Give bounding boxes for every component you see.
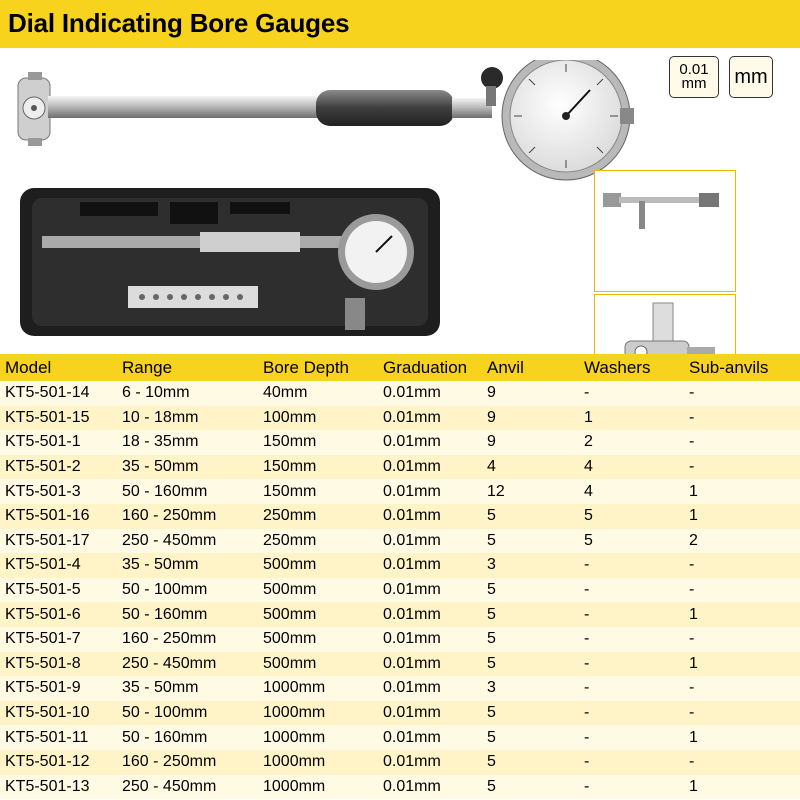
cell-model: KT5-501-8 [0,652,117,677]
cell-bore-depth: 500mm [258,652,378,677]
cell-range: 18 - 35mm [117,430,258,455]
unit-badge [729,56,773,98]
cell-range: 35 - 50mm [117,676,258,701]
col-header-anvil: Anvil [482,354,579,381]
cell-model: KT5-501-2 [0,455,117,480]
cell-graduation: 0.01mm [378,455,482,480]
cell-graduation: 0.01mm [378,578,482,603]
table-row [0,750,800,775]
unit-badge-label: mm [734,66,768,88]
cell-washers: - [579,676,684,701]
cell-anvil: 5 [482,652,579,677]
cell-model: KT5-501-11 [0,725,117,750]
cell-washers: - [579,652,684,677]
cell-model: KT5-501-4 [0,553,117,578]
cell-graduation: 0.01mm [378,529,482,554]
cell-washers: - [579,627,684,652]
cell-bore-depth: 500mm [258,627,378,652]
cell-model: KT5-501-15 [0,406,117,431]
cell-washers: 4 [579,479,684,504]
cell-graduation: 0.01mm [378,676,482,701]
storage-case-photo [20,188,440,338]
cell-model: KT5-501-6 [0,602,117,627]
table-row [0,701,800,726]
cell-washers: - [579,701,684,726]
graduation-badge [669,56,719,98]
cell-anvil: 5 [482,750,579,775]
cell-bore-depth: 250mm [258,504,378,529]
inset-gauge-detail [594,170,736,292]
cell-anvil: 9 [482,430,579,455]
cell-graduation: 0.01mm [378,725,482,750]
cell-model: KT5-501-9 [0,676,117,701]
cell-model: KT5-501-16 [0,504,117,529]
cell-washers: - [579,750,684,775]
cell-model: KT5-501-17 [0,529,117,554]
cell-bore-depth: 150mm [258,479,378,504]
cell-range: 250 - 450mm [117,775,258,800]
cell-model: KT5-501-1 [0,430,117,455]
cell-bore-depth: 150mm [258,455,378,480]
col-header-range: Range [117,354,258,381]
cell-bore-depth: 250mm [258,529,378,554]
cell-sub-anvils: - [684,701,800,726]
cell-graduation: 0.01mm [378,553,482,578]
cell-range: 160 - 250mm [117,627,258,652]
cell-washers: 1 [579,406,684,431]
cell-range: 35 - 50mm [117,553,258,578]
table-row [0,455,800,480]
cell-anvil: 5 [482,701,579,726]
col-header-graduation: Graduation [378,354,482,381]
cell-sub-anvils: 1 [684,602,800,627]
cell-washers: - [579,775,684,800]
cell-anvil: 5 [482,725,579,750]
cell-bore-depth: 1000mm [258,701,378,726]
cell-range: 50 - 100mm [117,578,258,603]
cell-range: 160 - 250mm [117,750,258,775]
cell-graduation: 0.01mm [378,750,482,775]
col-header-sub-anvils: Sub-anvils [684,354,800,381]
cell-anvil: 3 [482,676,579,701]
table-row [0,381,800,406]
cell-sub-anvils: 1 [684,504,800,529]
table-row [0,652,800,677]
cell-sub-anvils: 2 [684,529,800,554]
cell-sub-anvils: - [684,676,800,701]
cell-range: 6 - 10mm [117,381,258,406]
title-bar [0,0,800,48]
cell-anvil: 5 [482,578,579,603]
cell-graduation: 0.01mm [378,504,482,529]
gauge-detail-illustration [595,171,735,291]
cell-anvil: 4 [482,455,579,480]
table-row [0,504,800,529]
graduation-badge-value: 0.01 [679,61,709,78]
cell-model: KT5-501-12 [0,750,117,775]
table-row [0,602,800,627]
cell-model: KT5-501-14 [0,381,117,406]
cell-range: 50 - 160mm [117,602,258,627]
cell-washers: 5 [579,504,684,529]
cell-graduation: 0.01mm [378,602,482,627]
bore-gauge-photo [0,60,640,190]
table-row [0,529,800,554]
cell-bore-depth: 1000mm [258,750,378,775]
cell-washers: - [579,381,684,406]
cell-range: 50 - 160mm [117,725,258,750]
cell-range: 50 - 100mm [117,701,258,726]
cell-bore-depth: 1000mm [258,725,378,750]
cell-sub-anvils: - [684,430,800,455]
cell-graduation: 0.01mm [378,652,482,677]
cell-range: 10 - 18mm [117,406,258,431]
cell-bore-depth: 1000mm [258,676,378,701]
cell-sub-anvils: 1 [684,652,800,677]
cell-washers: 2 [579,430,684,455]
cell-model: KT5-501-10 [0,701,117,726]
cell-sub-anvils: - [684,750,800,775]
col-header-washers: Washers [579,354,684,381]
cell-sub-anvils: 1 [684,479,800,504]
cell-anvil: 5 [482,529,579,554]
table-row [0,553,800,578]
cell-sub-anvils: - [684,627,800,652]
cell-model: KT5-501-13 [0,775,117,800]
cell-sub-anvils: 1 [684,775,800,800]
cell-bore-depth: 100mm [258,406,378,431]
cell-washers: - [579,578,684,603]
cell-graduation: 0.01mm [378,430,482,455]
cell-anvil: 3 [482,553,579,578]
table-row [0,676,800,701]
cell-range: 250 - 450mm [117,652,258,677]
cell-anvil: 5 [482,775,579,800]
cell-range: 50 - 160mm [117,479,258,504]
cell-washers: 4 [579,455,684,480]
cell-range: 250 - 450mm [117,529,258,554]
cell-sub-anvils: 1 [684,725,800,750]
cell-bore-depth: 40mm [258,381,378,406]
cell-anvil: 9 [482,406,579,431]
table-row [0,627,800,652]
cell-graduation: 0.01mm [378,627,482,652]
cell-washers: - [579,725,684,750]
cell-graduation: 0.01mm [378,406,482,431]
cell-bore-depth: 500mm [258,602,378,627]
table-row [0,406,800,431]
cell-sub-anvils: - [684,381,800,406]
table-row [0,479,800,504]
cell-anvil: 12 [482,479,579,504]
table-row [0,578,800,603]
cell-sub-anvils: - [684,578,800,603]
cell-anvil: 5 [482,627,579,652]
table-row [0,775,800,800]
table-header-row [0,354,800,381]
cell-washers: 5 [579,529,684,554]
cell-model: KT5-501-3 [0,479,117,504]
cell-sub-anvils: - [684,406,800,431]
table-body [0,381,800,799]
cell-bore-depth: 500mm [258,553,378,578]
cell-graduation: 0.01mm [378,381,482,406]
col-header-bore-depth: Bore Depth [258,354,378,381]
cell-anvil: 5 [482,602,579,627]
table-row [0,430,800,455]
cell-sub-anvils: - [684,553,800,578]
cell-model: KT5-501-7 [0,627,117,652]
cell-bore-depth: 1000mm [258,775,378,800]
cell-graduation: 0.01mm [378,775,482,800]
page-title: Dial Indicating Bore Gauges [8,8,350,38]
cell-sub-anvils: - [684,455,800,480]
cell-range: 160 - 250mm [117,504,258,529]
table-row [0,725,800,750]
cell-bore-depth: 150mm [258,430,378,455]
spec-table [0,354,800,799]
cell-washers: - [579,553,684,578]
cell-washers: - [579,602,684,627]
cell-anvil: 9 [482,381,579,406]
cell-range: 35 - 50mm [117,455,258,480]
graduation-badge-unit: mm [681,75,707,92]
col-header-model: Model [0,354,117,381]
cell-graduation: 0.01mm [378,701,482,726]
cell-graduation: 0.01mm [378,479,482,504]
cell-model: KT5-501-5 [0,578,117,603]
cell-bore-depth: 500mm [258,578,378,603]
cell-anvil: 5 [482,504,579,529]
